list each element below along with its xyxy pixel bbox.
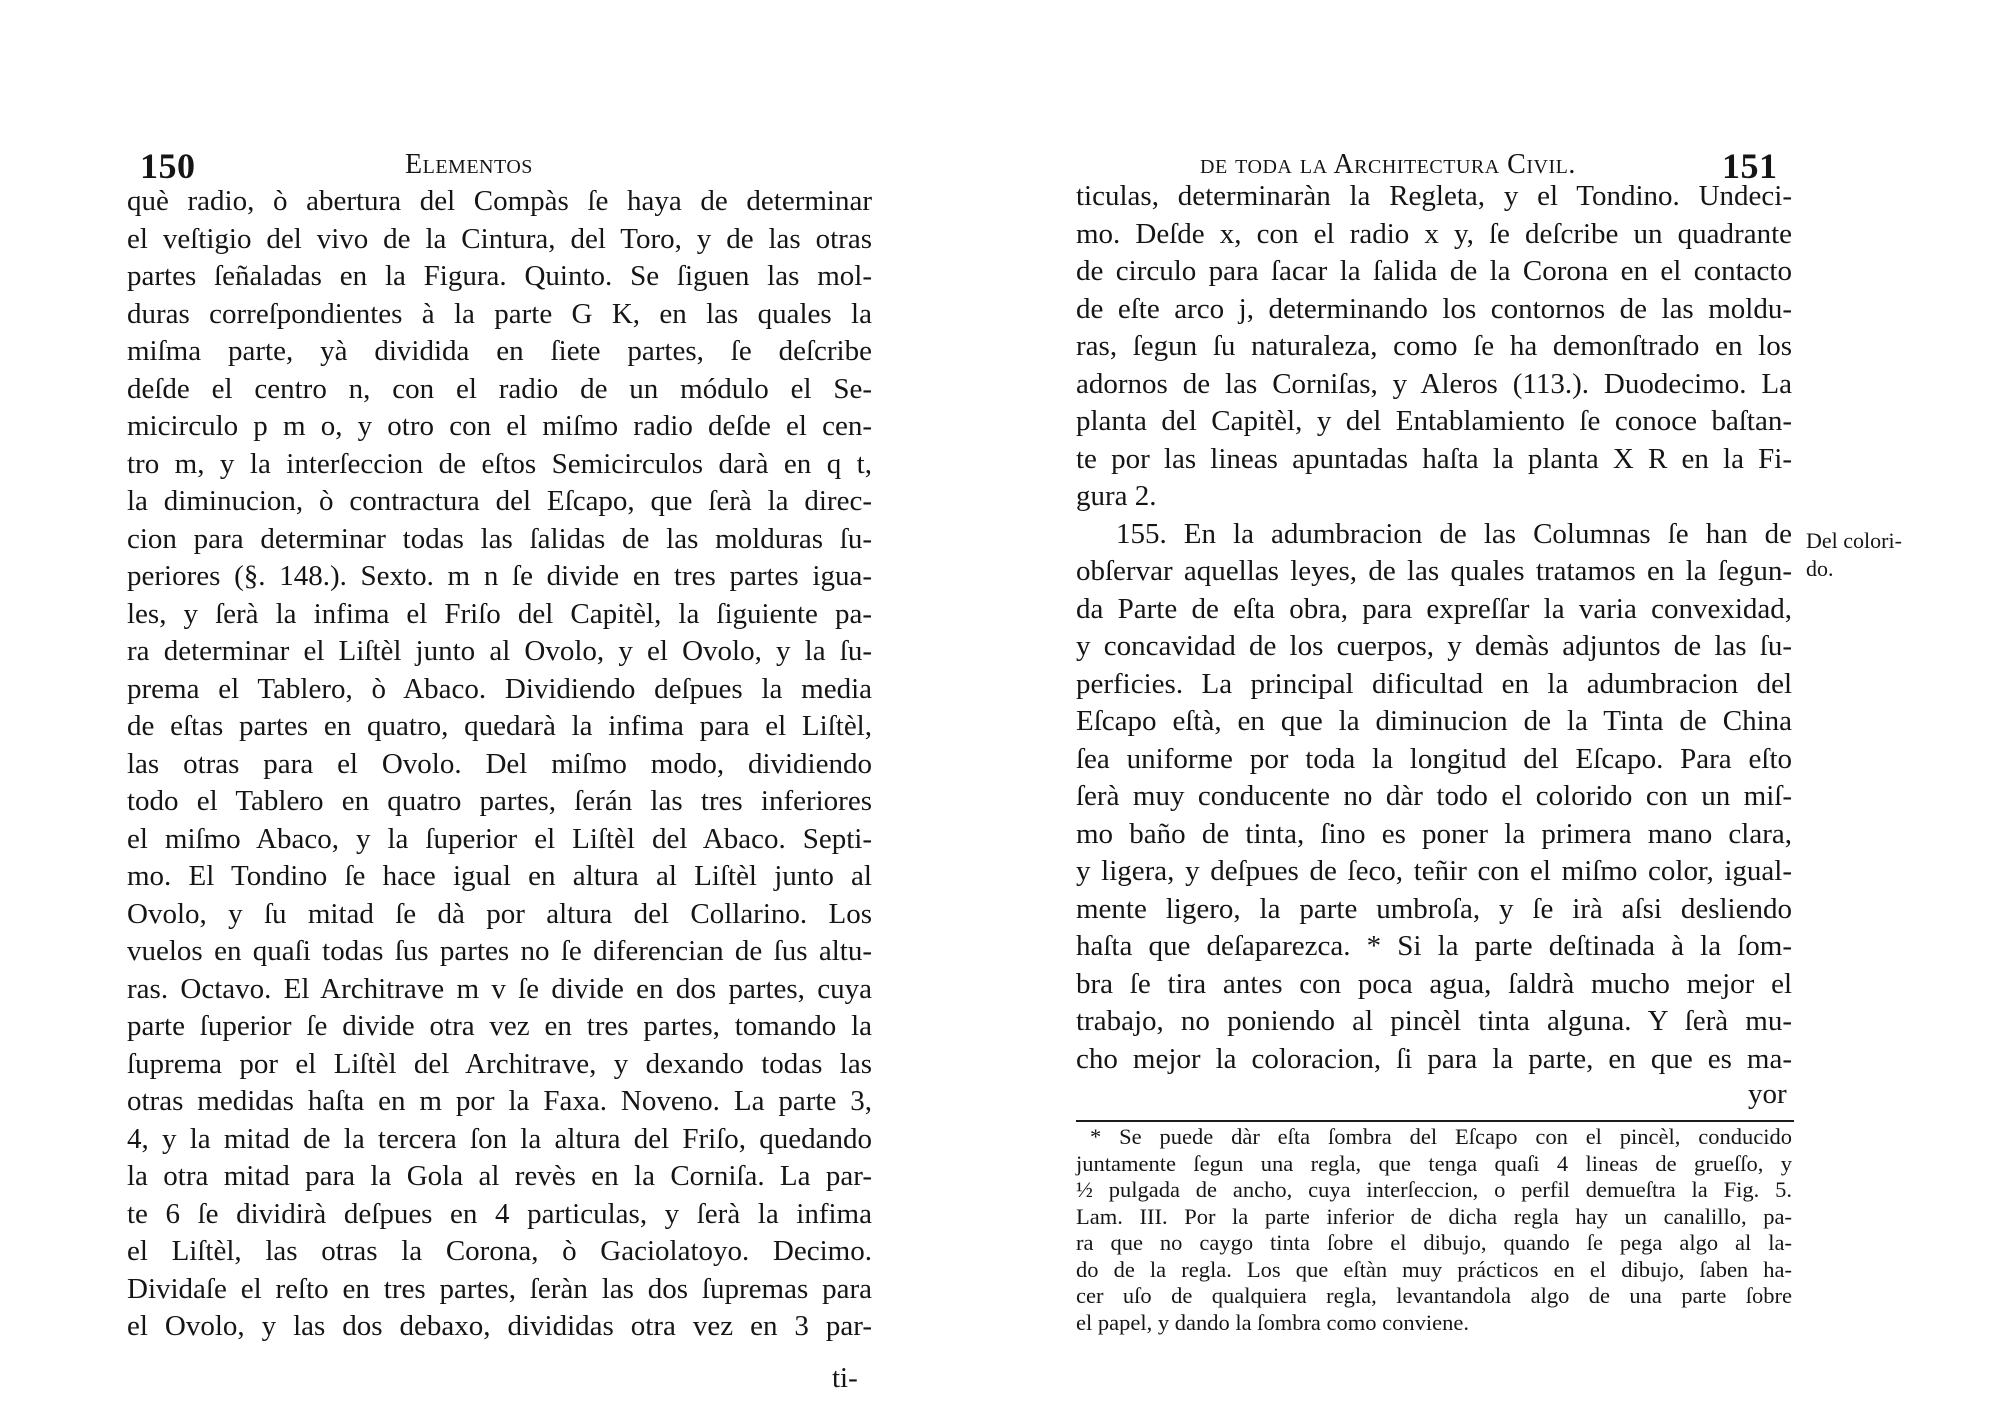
text-line: te por las lineas apuntadas haſta la planta X R en la Fi-: [1076, 442, 1792, 475]
text-line: el miſmo Abaco, y la ſuperior el Liſtèl del Abaco. Septi-: [127, 822, 872, 855]
footnote: [1076, 1124, 1792, 1336]
text-line: miſma parte, yà dividida en ſiete partes, ſe deſcribe: [127, 335, 872, 367]
text-line: Ovolo, y ſu mitad ſe dà por altura del Collarino. Los: [127, 897, 872, 930]
right-page: [1000, 0, 2000, 1412]
text-line: ra determinar el Liſtèl junto al Ovolo, y el Ovolo, y la ſu-: [127, 635, 872, 667]
text-line: partes ſeñaladas en la Figura. Quinto. Se ſiguen las mol-: [127, 260, 872, 292]
text-line: mo. El Tondino ſe hace igual en altura al Liſtèl junto al: [127, 860, 872, 892]
text-line: adornos de las Corniſas, y Aleros (113.). Duodecimo. La: [1076, 367, 1792, 400]
text-line: la otra mitad para la Gola al revès en la Corniſa. La par-: [127, 1160, 872, 1192]
text-line: Eſcapo eſtà, en que la diminucion de la Tinta de China: [1076, 705, 1792, 737]
footnote-line: cer uſo de qualquiera regla, levantandola algo de una parte ſobre: [1076, 1283, 1792, 1308]
text-line: mente ligero, la parte umbroſa, y ſe irà aſsi desliendo: [1076, 892, 1792, 925]
text-line: da Parte de eſta obra, para expreſſar la varia convexidad,: [1076, 592, 1792, 625]
text-line: ras. Octavo. El Architrave m v ſe divide en dos partes, cuya: [127, 972, 872, 1005]
running-head-right: de toda la Architectura Civil.: [1200, 149, 1576, 180]
margin-note-line: do.: [1806, 556, 1834, 581]
text-line: el Ovolo, y las dos debaxo, divididas otra vez en 3 par-: [127, 1310, 872, 1342]
text-line: parte ſuperior ſe divide otra vez en tres partes, tomando la: [127, 1010, 872, 1042]
text-line: ticulas, determinaràn la Regleta, y el Tondino. Undeci-: [1076, 180, 1792, 212]
text-line: las otras para el Ovolo. Del miſmo modo, dividiendo: [127, 747, 872, 780]
catchword-left: ti-: [832, 1362, 858, 1394]
catchword-right: yor: [1748, 1078, 1787, 1110]
text-line: de eſte arco j, determinando los contornos de las moldu-: [1076, 292, 1792, 325]
text-line: gura 2.: [1076, 480, 1157, 512]
text-line: haſta que deſaparezca. * Si la parte deſtinada à la ſom-: [1076, 930, 1792, 962]
text-line: cho mejor la coloracion, ſi para la parte, en que es ma-: [1076, 1042, 1792, 1075]
text-line: periores (§. 148.). Sexto. m n ſe divide en tres partes igua-: [127, 560, 872, 592]
text-line: otras medidas haſta en m por la Faxa. Noveno. La parte 3,: [127, 1085, 872, 1117]
text-line: la diminucion, ò contractura del Eſcapo, que ſerà la direc-: [127, 485, 872, 517]
text-line: el veſtigio del vivo de la Cintura, del Toro, y de las otras: [127, 222, 872, 255]
text-line: planta del Capitèl, y del Entablamiento ſe conoce baſtan-: [1076, 405, 1792, 437]
text-line: tro m, y la interſeccion de eſtos Semicirculos darà en q t,: [127, 447, 872, 480]
text-line: mo. Deſde x, con el radio x y, ſe deſcribe un quadrante: [1076, 217, 1792, 250]
footnote-rule: [1076, 1120, 1794, 1122]
text-line: ſerà muy conducente no dàr todo el colorido con un miſ-: [1076, 780, 1792, 812]
text-line: ſuprema por el Liſtèl del Architrave, y dexando todas las: [127, 1047, 872, 1080]
text-line: ras, ſegun ſu naturaleza, como ſe ha demonſtrado en los: [1076, 330, 1792, 362]
running-head-left: Elementos: [405, 149, 533, 180]
footnote-line: * Se puede dàr eſta ſombra del Eſcapo con el pincèl, conducido: [1090, 1124, 1792, 1149]
margin-note: [1806, 527, 1902, 583]
text-line: deſde el centro n, con el radio de un módulo el Se-: [127, 372, 872, 405]
text-line: bra ſe tira antes con poca agua, ſaldrà mucho mejor el: [1076, 967, 1792, 1000]
text-line: micirculo p m o, y otro con el miſmo radio deſde el cen-: [127, 410, 872, 442]
text-line: trabajo, no poniendo al pincèl tinta alguna. Y ſerà mu-: [1076, 1005, 1792, 1037]
footnote-line: ½ pulgada de ancho, cuya interſeccion, o perfil demueſtra la Fig. 5.: [1076, 1177, 1792, 1202]
text-line: y ligera, y deſpues de ſeco, teñir con el miſmo color, igual-: [1076, 855, 1792, 887]
text-line: 4, y la mitad de la tercera ſon la altura del Friſo, quedando: [127, 1122, 872, 1155]
text-line: què radio, ò abertura del Compàs ſe haya de determinar: [127, 185, 872, 217]
right-page-text: [1076, 178, 1792, 1078]
footnote-line: juntamente ſegun una regla, que tenga quaſi 4 lineas de grueſſo, y: [1076, 1150, 1792, 1176]
page-number-left: 150: [140, 146, 196, 186]
text-line: obſervar aquellas leyes, de las quales tratamos en la ſegun-: [1076, 555, 1792, 587]
left-page-text: [127, 183, 872, 1346]
text-line: ſea uniforme por toda la longitud del Eſcapo. Para eſto: [1076, 742, 1792, 775]
text-line: duras correſpondientes à la parte G K, en las quales la: [127, 297, 872, 330]
text-line: te 6 ſe dividirà deſpues en 4 particulas, y ſerà la infima: [127, 1197, 872, 1230]
text-line: el Liſtèl, las otras la Corona, ò Gaciolatoyo. Decimo.: [127, 1235, 872, 1267]
footnote-line: el papel, y dando la ſombra como conviene.: [1076, 1309, 1469, 1335]
text-line: vuelos en quaſi todas ſus partes no ſe diferencian de ſus altu-: [127, 935, 872, 967]
text-line: de circulo para ſacar la ſalida de la Corona en el contacto: [1076, 255, 1792, 287]
text-line: todo el Tablero en quatro partes, ſerán las tres inferiores: [127, 785, 872, 817]
text-line: Dividaſe el reſto en tres partes, ſeràn las dos ſupremas para: [127, 1272, 872, 1305]
text-line: les, y ſerà la infima el Friſo del Capitèl, la ſiguiente pa-: [127, 597, 872, 630]
text-line: perficies. La principal dificultad en la adumbracion del: [1076, 667, 1792, 700]
footnote-line: Lam. III. Por la parte inferior de dicha regla hay un canalillo, pa-: [1076, 1203, 1792, 1229]
text-line: cion para determinar todas las ſalidas de las molduras ſu-: [127, 522, 872, 555]
text-line: y concavidad de los cuerpos, y demàs adjuntos de las ſu-: [1076, 630, 1792, 662]
margin-note-line: Del colori-: [1806, 528, 1902, 553]
footnote-line: do de la regla. Los que eſtàn muy prácticos en el dibujo, ſaben ha-: [1076, 1256, 1792, 1282]
footnote-line: ra que no caygo tinta ſobre el dibujo, quando ſe pega algo al la-: [1076, 1230, 1792, 1255]
paragraph-start-155: 155. En la adumbracion de las Columnas ſe han de: [1116, 517, 1792, 550]
text-line: mo baño de tinta, ſino es poner la primera mano clara,: [1076, 817, 1792, 850]
text-line: de eſtas partes en quatro, quedarà la infima para el Liſtèl,: [127, 710, 872, 742]
text-line: prema el Tablero, ò Abaco. Dividiendo deſpues la media: [127, 672, 872, 705]
page-number-right: 151: [1722, 146, 1778, 186]
